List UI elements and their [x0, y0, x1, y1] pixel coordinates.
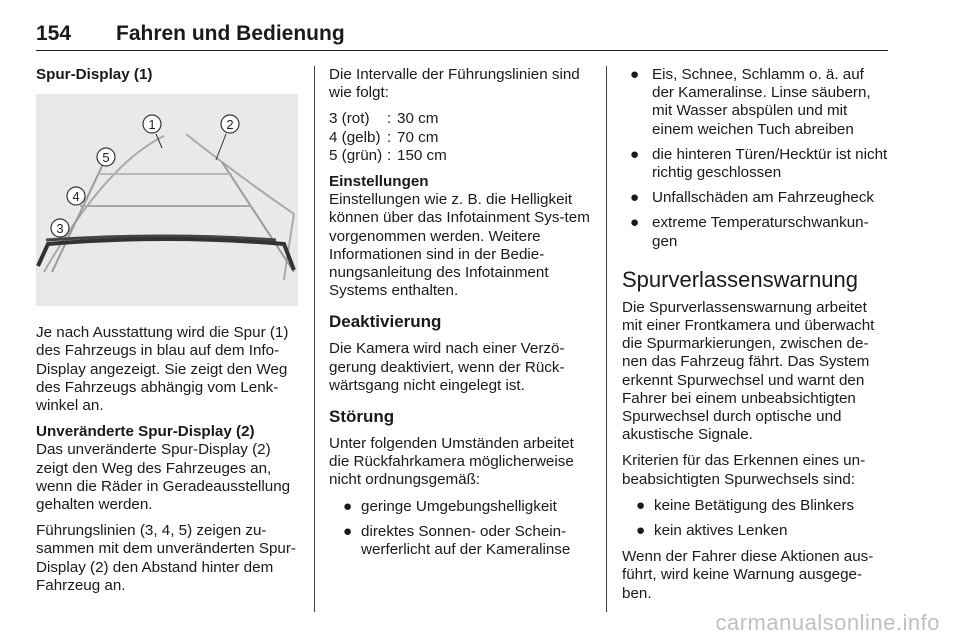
- page-header: [36, 18, 888, 51]
- deaktivierung-text: Die Kamera wird nach einer Verzö-gerung deaktiviert, wenn der Rück-wärtsgang nicht eingelegt ist.: [329, 340, 565, 394]
- interval-label: 3 (rot): [329, 110, 370, 128]
- column-2: [329, 66, 597, 567]
- warnung-text: Wenn der Fahrer diese Aktionen aus-führt, wird keine Warnung ausgege-ben.: [622, 548, 874, 602]
- interval-row: [329, 147, 447, 165]
- list-item: ● Unfallschäden am Fahrzeugheck: [630, 189, 875, 207]
- list-item: ● geringe Umgebungshelligkeit: [343, 497, 557, 515]
- column-3: [622, 66, 890, 611]
- callout-3: [51, 219, 69, 237]
- bullet-icon: ●: [343, 522, 353, 540]
- guide-side-right: [222, 162, 294, 272]
- fuehrungslinien-text: Führungslinien (3, 4, 5) zeigen zu-sammen mit dem unveränderten Spur-Display (2) den Abstand hinter dem Fahrzeug an.: [36, 522, 296, 594]
- bullet-icon: ●: [630, 66, 640, 83]
- heading-spurverlassenswarnung: Spurverlassenswarnung: [622, 266, 859, 292]
- bullet-icon: ●: [630, 145, 640, 163]
- bullet-icon: ●: [636, 496, 646, 514]
- heading-stoerung: Störung: [329, 407, 395, 427]
- interval-separator: :: [387, 146, 392, 164]
- section-heading-spur-display: Spur-Display (1): [36, 66, 153, 83]
- column-divider-2: [606, 66, 607, 612]
- list-item: ● extreme Temperaturschwankun-gen: [630, 214, 869, 250]
- kriterien-list: [622, 497, 890, 540]
- interval-label: 4 (gelb): [329, 128, 381, 146]
- stoerung-list-continued: [622, 66, 890, 251]
- heading-deaktivierung: Deaktivierung: [329, 312, 442, 332]
- stoerung-list: [329, 498, 597, 560]
- stoerung-text: Unter folgenden Umständen arbeitet die Rückfahrkamera möglicherweise nicht ordnungsgemäß:: [329, 435, 574, 489]
- guide-lines-illustration: [36, 94, 298, 306]
- spurverlassenswarnung-text: Die Spurverlassenswarnung arbeitet mit einer Frontkamera und überwacht die Spurmarkierungen, zwischen de-nen das Fahrzeug fährt. Das System erkennt Spurwechsel und warnt den Fahrer bei einem unbeabsichtigten Spurwechsel durch optische und akustische Signale.: [622, 298, 875, 444]
- list-item: ● keine Betätigung des Blinkers: [636, 496, 855, 514]
- interval-row: [329, 129, 447, 147]
- list-item: ● die hinteren Türen/Hecktür ist nicht richtig geschlossen: [630, 145, 888, 182]
- guide-side-left: [52, 162, 104, 272]
- list-item: ● Eis, Schnee, Schlamm o. ä. auf der Kameralinse. Linse säubern, mit Wasser abspülen und mit einem weichen Tuch abreiben: [630, 66, 871, 138]
- rear-camera-figure: [36, 94, 298, 306]
- svg-text:4: 4: [72, 189, 80, 205]
- bullet-icon: ●: [636, 522, 646, 540]
- interval-row: [329, 110, 447, 128]
- interval-value: 150 cm: [397, 146, 447, 164]
- bumper-line: [38, 239, 294, 270]
- column-divider-1: [314, 66, 315, 612]
- intervals-table: [329, 110, 447, 165]
- svg-text:3: 3: [56, 221, 64, 237]
- callout-4: [67, 187, 85, 205]
- interval-separator: :: [387, 128, 392, 146]
- callout-5: [97, 148, 115, 166]
- interval-value: 70 cm: [397, 128, 439, 146]
- intervals-intro: Die Intervalle der Führungslinien sind wie folgt:: [329, 66, 580, 102]
- kriterien-intro: Kriterien für das Erkennen eines un-beabsichtigten Spurwechsels sind:: [622, 452, 866, 488]
- svg-text:1: 1: [148, 117, 156, 133]
- svg-text:2: 2: [226, 117, 234, 133]
- bullet-icon: ●: [630, 189, 640, 207]
- einstellungen-text: Einstellungen wie z. B. die Helligkeit können über das Infotainment Sys-tem vorgenommen werden. Weitere Informationen sind in der Bedie-nungsanleitung des Infotainment Systems enthalten.: [329, 191, 590, 300]
- watermark: carmanualsonline.info: [715, 610, 940, 635]
- interval-label: 5 (grün): [329, 146, 383, 164]
- list-item: ● kein aktives Lenken: [636, 522, 788, 540]
- interval-separator: :: [387, 110, 392, 128]
- bullet-icon: ●: [343, 497, 353, 515]
- chapter-title: Fahren und Bedienung: [116, 22, 345, 45]
- spur-display-description: Je nach Ausstattung wird die Spur (1) des Fahrzeugs in blau auf dem Info-Display angezeigt. Sie zeigt den Weg des Fahrzeugs abhängig vom Lenk-winkel an.: [36, 324, 289, 415]
- interval-value: 30 cm: [397, 110, 439, 128]
- sub-heading-unveraenderte-spur: Unveränderte Spur-Display (2): [36, 423, 255, 441]
- svg-text:5: 5: [102, 150, 110, 166]
- unveraenderte-spur-text: Das unveränderte Spur-Display (2) zeigt den Weg des Fahrzeuges an, wenn die Räder in Geradeausstellung gehalten werden.: [36, 441, 291, 514]
- callout-2: [216, 115, 239, 160]
- column-1: [36, 66, 298, 603]
- sub-heading-einstellungen: Einstellungen: [329, 173, 429, 191]
- bullet-icon: ●: [630, 214, 640, 232]
- list-item: ● direktes Sonnen- oder Schein-werferlicht auf der Kameralinse: [343, 522, 571, 559]
- page-number: 154: [36, 22, 72, 45]
